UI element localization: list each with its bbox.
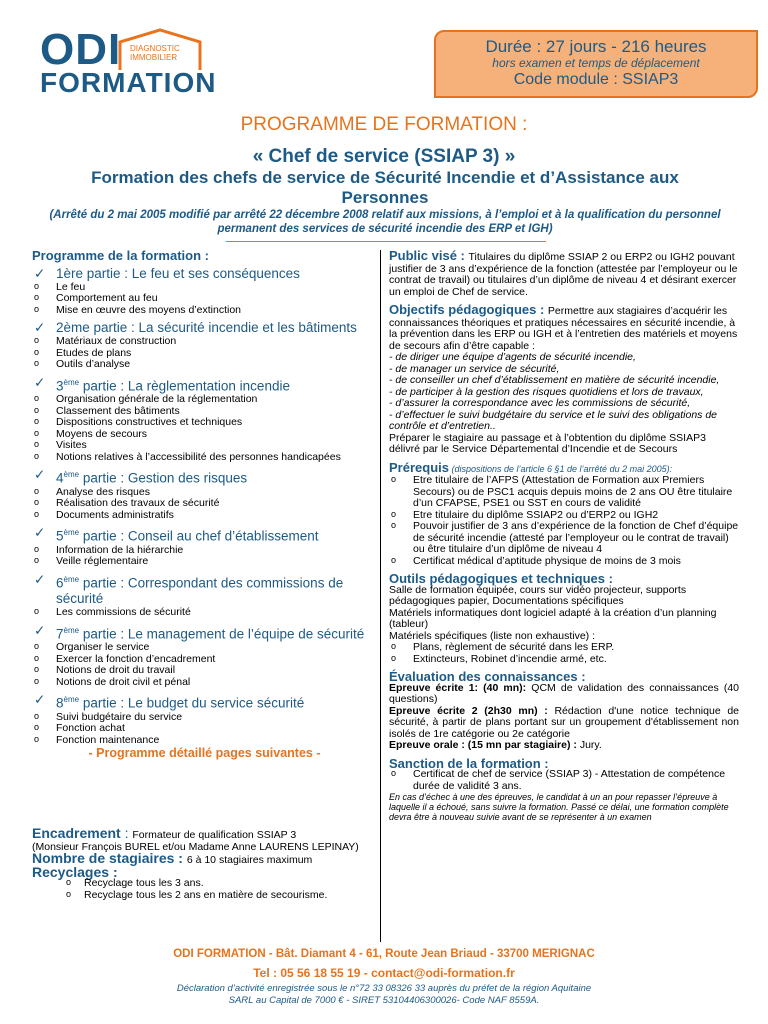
list-item: o Certificat de chef de service (SSIAP 3) - Attestation de compétence durée de validité 3 ans. — [389, 769, 739, 792]
encadrement-names: (Monsieur François BUREL et/ou Madame Anne LAURENS LEPINAY) — [32, 840, 359, 853]
list-item: o Etre titulaire du diplôme SSIAP2 ou d’ERP2 ou IGH2 — [389, 510, 739, 522]
part-items — [32, 282, 377, 317]
list-item: o Notions relatives à l’accessibilité des personnes handicapées — [32, 452, 377, 464]
part-number: 3 — [56, 378, 64, 393]
epreuve-1-label: Epreuve écrite 1: (40 mn): — [389, 681, 527, 694]
prerequis-list — [389, 475, 739, 567]
list-item: o Etudes de plans — [32, 348, 377, 360]
checkmark-icon: ✓ — [34, 622, 46, 638]
part-number: 8 — [56, 695, 64, 711]
objectif-item: - d’effectuer le suivi budgétaire du service et le suivi des obligations de contrôle et d’entretien.. — [389, 408, 718, 432]
list-item: o Moyens de secours — [32, 429, 377, 441]
details-column — [389, 250, 739, 828]
part-number-suffix: ème — [63, 625, 80, 635]
list-item: o Le feu — [32, 282, 377, 294]
programme-heading: Programme de la formation : — [32, 248, 209, 263]
part-items — [32, 487, 377, 522]
outils-heading: Outils pédagogiques et techniques : — [389, 571, 613, 586]
evaluation-epreuve-1 — [389, 683, 739, 706]
programme-part-4 — [32, 467, 377, 487]
list-item: o Certificat médical d’aptitude physique de moins de 3 mois — [389, 556, 739, 568]
list-item: o Notions de droit du travail — [32, 665, 377, 677]
list-item: o Veille réglementaire — [32, 556, 377, 568]
checkmark-icon: ✓ — [34, 320, 46, 335]
objectifs-outro: Préparer le stagiaire au passage et à l’obtention du diplôme SSIAP3 délivré par le Service Départemental d’Incendie et de Secours — [389, 431, 706, 455]
list-item: o Comportement au feu — [32, 293, 377, 305]
recyclages-heading: Recyclages : — [32, 863, 118, 880]
programme-part-8 — [32, 692, 377, 712]
footer-siret: SARL au Capital de 7000 € - SIRET 53104406300026- Code NAF 8559A. — [228, 995, 540, 1006]
public-text: Titulaires du diplôme SSIAP 2 ou ERP2 ou IGH2 pouvant justifier de 3 ans d’expérience de la fonction (attestée par l’employeur ou le contrat de travail) ou titulaires d’un diplôme de niveau 4 et désirant exercer un emploi de Chef de service. — [389, 251, 738, 298]
part-number-suffix: ème — [63, 377, 80, 387]
encadrement-text: Formateur de qualification SSIAP 3 — [132, 829, 297, 841]
part-label: partie : Gestion des risques — [79, 470, 248, 486]
list-item: o Information de la hiérarchie — [32, 545, 377, 557]
prerequis-block — [389, 459, 739, 568]
logo-tagline — [130, 44, 200, 62]
epreuve-2-text: Rédaction d'une notice technique de sécurité, à partir de plans portant sur un groupement d'établissement non isolés de 1re catégorie ou 2e catégorie — [389, 704, 739, 740]
stagiaires-heading: Nombre de stagiaires : — [32, 850, 187, 866]
footer-contact: Tel : 05 56 18 55 19 - contact@odi-formation.fr — [253, 966, 515, 980]
programme-part-2 — [32, 320, 377, 336]
list-item: o Les commissions de sécurité — [32, 607, 377, 619]
list-item: o Organisation générale de la réglementation — [32, 394, 377, 406]
part-number: 1ère — [56, 265, 84, 281]
legal-reference: (Arrêté du 2 mai 2005 modifié par arrêté 22 décembre 2008 relatif aux missions, à l’emploi et à la qualification du personnel permanent des services de sécurité incendie des ERP et IGH) — [49, 209, 721, 235]
sanction-list — [389, 769, 739, 792]
public-block — [389, 250, 739, 298]
part-number-suffix: ème — [63, 470, 80, 479]
part-number-suffix: ème — [63, 574, 80, 584]
part-label: partie : Conseil au chef d’établissement — [79, 528, 319, 544]
part-label: partie : Le budget du service sécurité — [79, 695, 305, 711]
part-number: 5 — [56, 528, 64, 544]
part-items — [32, 642, 377, 688]
objectif-item: - de diriger une équipe d’agents de sécurité incendie, — [389, 351, 636, 363]
evaluation-block — [389, 671, 739, 752]
outils-list — [389, 642, 739, 665]
programme-title: PROGRAMME DE FORMATION : — [240, 114, 528, 135]
programme-part-7 — [32, 623, 377, 643]
objectif-item: - d’assurer la correspondance avec les commissions de sécurité, — [389, 397, 691, 409]
logo-formation: FORMATION — [40, 67, 217, 98]
logo-tag-diagnostic: DIAGNOSTIC — [130, 44, 180, 53]
column-divider — [380, 250, 381, 942]
list-item: o Dispositions constructives et techniques — [32, 417, 377, 429]
list-item: o Etre titulaire de l’AFPS (Attestation de Formation aux Premiers Secours) ou de PSC1 acquis depuis moins de 2 ans OU être titulaire d’un CFAPSE, PSE1 ou SST en cours de validité — [389, 475, 739, 510]
checkmark-icon: ✓ — [34, 692, 46, 707]
footer-address: ODI FORMATION - Bât. Diamant 4 - 61, Route Jean Briaud - 33700 MERIGNAC — [173, 948, 595, 960]
prerequis-heading: Prérequis — [389, 459, 449, 475]
programme-column — [32, 250, 377, 760]
duration-box — [434, 30, 758, 98]
list-item: o Pouvoir justifier de 3 ans d’expérience de la fonction de Chef d’équipe de sécurité incendie (attesté par l’employeur ou le contrat de travail) ou être titulaire d’un diplôme de niveau 4 — [389, 521, 739, 556]
checkmark-icon: ✓ — [34, 525, 46, 540]
part-number-suffix: ème — [63, 528, 80, 537]
evaluation-epreuve-3 — [389, 740, 739, 752]
part-number-suffix: ème — [63, 695, 80, 704]
title-divider — [226, 241, 546, 242]
admin-info — [32, 825, 377, 901]
prerequis-note: (dispositions de l’article 6 §1 de l’arrêté du 2 mai 2005): — [448, 463, 673, 474]
part-items — [32, 394, 377, 463]
list-item: o Plans, règlement de sécurité dans les ERP. — [389, 642, 739, 654]
part-label: partie : Le management de l’équipe de sécurité — [79, 626, 365, 641]
course-title: « Chef de service (SSIAP 3) » — [252, 146, 516, 167]
part-items — [32, 545, 377, 568]
part-number: 7 — [56, 626, 64, 641]
part-label: partie : La sécurité incendie et les bâtiments — [89, 320, 357, 335]
checkmark-icon: ✓ — [34, 571, 46, 587]
epreuve-3-text: Jury. — [576, 739, 602, 751]
outils-block — [389, 573, 739, 665]
module-code: Code module : SSIAP3 — [513, 71, 679, 88]
list-item: o Mise en œuvre des moyens d’extinction — [32, 305, 377, 317]
duration-note: hors examen et temps de déplacement — [492, 56, 700, 70]
list-item: o Recyclage tous les 2 ans en matière de secourisme. — [66, 890, 377, 902]
logo-tag-immobilier: IMMOBILIER — [130, 53, 178, 62]
sanction-note: En cas d’échec à une des épreuves, le candidat à un an pour repasser l’épreuve à laquelle il a échoué, sans suivre la formation. Passé ce délai, une formation complète devra être à nouveau suivie avant de se représenter à un examen — [389, 792, 729, 822]
part-number: 4 — [56, 470, 64, 486]
objectif-item: - de manager un service de sécurité, — [389, 362, 560, 375]
public-heading: Public visé : — [389, 248, 469, 263]
company-logo — [40, 25, 217, 103]
list-item: o Extincteurs, Robinet d’incendie armé, etc. — [389, 654, 739, 666]
sanction-block — [389, 755, 739, 823]
stagiaires-text: 6 à 10 stagiaires maximum — [186, 854, 313, 866]
epreuve-2-label: Epreuve écrite 2 (2h30 mn) : — [389, 704, 548, 717]
footer-legal — [0, 983, 768, 1007]
encadrement-heading: Encadrement — [32, 825, 121, 841]
list-item: o Matériaux de construction — [32, 336, 377, 348]
part-number: 6 — [56, 575, 64, 590]
list-item: o Analyse des risques — [32, 487, 377, 499]
objectif-item: - de participer à la gestion des risques quotidiens et lors de travaux, — [389, 385, 704, 398]
programme-part-5 — [32, 525, 377, 545]
list-item: o Réalisation des travaux de sécurité — [32, 498, 377, 510]
part-items — [32, 607, 377, 619]
outils-text-3: Matériels spécifiques (liste non exhaustive) : — [389, 629, 596, 642]
checkmark-icon: ✓ — [34, 265, 46, 281]
list-item: o Fonction maintenance — [32, 735, 377, 747]
list-item: o Fonction achat — [32, 723, 377, 735]
epreuve-1-text: QCM de validation des connaissances (40 questions) — [389, 681, 739, 705]
programme-parts — [32, 266, 377, 747]
objectifs-intro: Permettre aux stagiaires d’acquérir les connaissances théoriques et pratiques nécessaires en sécurité incendie, à la prévention dans les ERP ou IGH et à l’entretien des matériels et moyens de secours afin d’être capable : — [389, 305, 738, 352]
programme-part-3 — [32, 375, 377, 395]
part-number: 2ème — [56, 320, 90, 335]
logo-odi: ODI — [40, 25, 122, 74]
sanction-heading: Sanction de la formation : — [389, 755, 549, 771]
programme-part-6 — [32, 572, 377, 608]
encadrement-colon: : — [120, 825, 133, 841]
course-subtitle: Formation des chefs de service de Sécurité Incendie et d’Assistance aux Personnes — [91, 168, 679, 207]
objectif-item: - de conseiller un chef d’établissement en matière de sécurité incendie, — [389, 374, 720, 386]
part-label: partie : Le feu et ses conséquences — [83, 265, 300, 281]
evaluation-heading: Évaluation des connaissances : — [389, 669, 586, 684]
recyclages-list — [32, 878, 377, 901]
list-item: o Outils d’analyse — [32, 359, 377, 371]
list-item: o Classement des bâtiments — [32, 406, 377, 418]
duration-line: Durée : 27 jours - 216 heures — [485, 37, 707, 56]
programme-part-1 — [32, 266, 377, 282]
part-label: partie : Correspondant des commissions de sécurité — [56, 575, 344, 606]
part-label: partie : La règlementation incendie — [79, 378, 290, 393]
list-item: o Notions de droit civil et pénal — [32, 677, 377, 689]
objectifs-block — [389, 304, 739, 456]
epreuve-3-label: Epreuve orale : (15 mn par stagiaire) : — [389, 739, 577, 751]
checkmark-icon: ✓ — [34, 467, 46, 482]
list-item: o Documents administratifs — [32, 510, 377, 522]
list-item: o Organiser le service — [32, 642, 377, 654]
outils-text-2: Matériels informatiques dont logiciel adapté à la création d’un planning (tableur) — [389, 606, 717, 630]
list-item: o Suivi budgétaire du service — [32, 712, 377, 724]
list-item: o Exercer la fonction d’encadrement — [32, 654, 377, 666]
part-items — [32, 336, 377, 371]
programme-detail-link: - Programme détaillé pages suivantes - — [88, 746, 321, 760]
objectifs-heading: Objectifs pédagogiques : — [389, 302, 548, 317]
footer-declaration: Déclaration d’activité enregistrée sous le n°72 33 08326 33 auprès du préfet de la région Aquitaine — [176, 983, 592, 994]
list-item: o Visites — [32, 440, 377, 452]
checkmark-icon: ✓ — [34, 374, 46, 390]
outils-text: Salle de formation équipée, cours sur vidéo projecteur, supports pédagogiques papier, Documentations spécifiques — [389, 583, 687, 607]
evaluation-epreuve-2 — [389, 706, 739, 741]
list-item: o Recyclage tous les 3 ans. — [66, 878, 377, 890]
part-items — [32, 712, 377, 747]
